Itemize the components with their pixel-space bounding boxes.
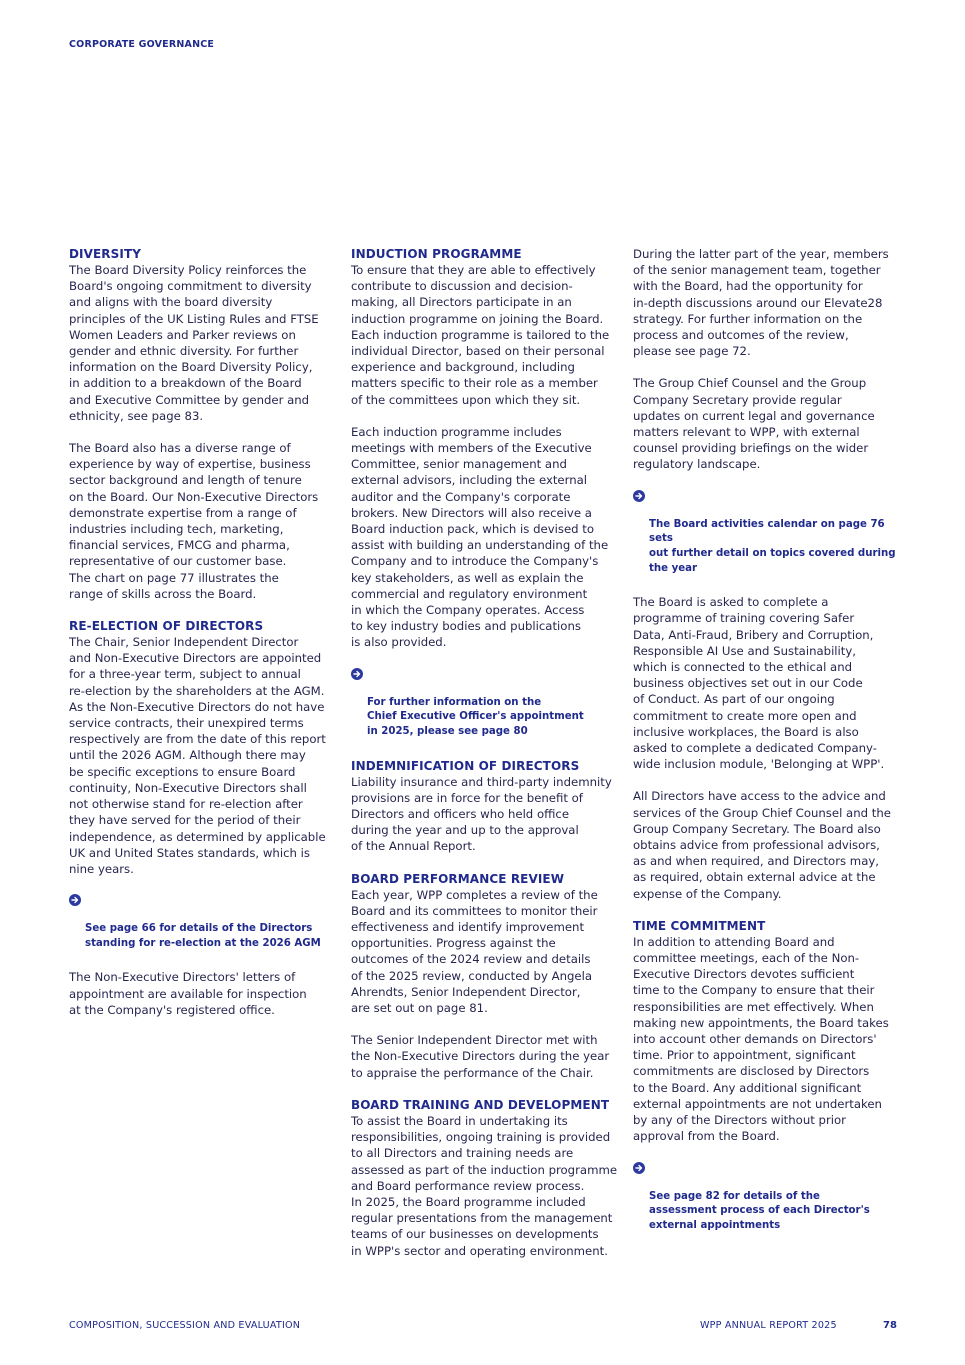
training-heading: BOARD TRAINING AND DEVELOPMENT [351, 1097, 610, 1112]
diversity-paragraph-2: The Board also has a diverse range of experience by way of expertise, business sector background and length of tenure on the Board. Our Non-Executive Directors demonstrate expertise from a range of industries including tech, marketing, financial services, FMCG and pharma, representative of our customer base. The chart on page 77 illustrates the range of skills across the Board. [69, 441, 319, 601]
time-commitment-cross-reference[interactable] [633, 1161, 901, 1234]
reelection-paragraph-1: The Chair, Senior Independent Director and Non-Executive Directors are appointed for a three-year term, subject to annual re-election by the shareholders at the AGM. As the Non-Executive Directors do not have service contracts, their unexpired terms respectively are from the date of this report until the 2026 AGM. Although there may be specific exceptions to ensure Board continuity, Non-Executive Directors shall not otherwise stand for re-election after they have served for the period of their independence, as determined by applicable UK and United States standards, which is nine years. [69, 635, 326, 876]
arrow-right-circle-icon [633, 490, 645, 502]
arrow-right-circle-icon [633, 1162, 645, 1174]
column-2 [351, 246, 619, 1275]
induction-paragraph-2: Each induction programme includes meetings with members of the Executive Committee, senior management and external advisors, including the external auditor and the Company's corporate brokers. New Directors will also receive a Board induction pack, which is devised to assist with building an understanding of the Company and to introduce the Company's key stakeholders, as well as explain the commercial and regulatory environment in which the Company operates. Access to key industry bodies and publications is also provided. [351, 424, 609, 650]
indemnification-section [351, 758, 619, 855]
training-paragraph-1: To assist the Board in undertaking its responsibilities, ongoing training is provided to all Directors and training needs are assessed as part of the induction programme and Board performance review process. In 2025, the Board programme included regular presentations from the management teams of our businesses on developments in WPP's sector and operating environment. [351, 1113, 618, 1258]
induction-cross-reference[interactable] [351, 667, 619, 740]
induction-paragraph-1: To ensure that they are able to effectively contribute to discussion and decision- making, all Directors participate in an induction programme on joining the Board. Each induction programme is tailored to the individual Director, based on their personal experience and background, including matters specific to their role as a member of the committees upon which they sit. [351, 263, 610, 407]
time-commitment-section [633, 918, 901, 1234]
arrow-right-circle-icon [351, 668, 363, 680]
activities-note-text: The Board activities calendar on page 76 sets out further detail on topics covered during the year [649, 518, 896, 574]
training-cont-paragraph-2: The Group Chief Counsel and the Group Company Secretary provide regular updates on current legal and governance matters relevant to WPP, with external counsel providing briefings on the wider regulatory landscape. [633, 376, 875, 472]
column-1 [69, 246, 337, 1034]
training-cont-paragraph-3: The Board is asked to complete a programme of training covering Safer Data, Anti-Fraud, Bribery and Corruption, Responsible AI Use and Sustainability, which is connected to the ethical and business objectives set out in our Code of Conduct. As part of our ongoing commitment to create more open and inclusive workplaces, the Board is also asked to complete a dedicated Company- wide inclusion module, 'Belonging at WPP'. [633, 595, 885, 772]
time-commitment-heading: TIME COMMITMENT [633, 918, 766, 933]
page-number: 78 [883, 1320, 897, 1331]
section-label: CORPORATE GOVERNANCE [69, 39, 215, 50]
reelection-paragraph-2: The Non-Executive Directors' letters of appointment are available for inspection at the Company's registered office. [69, 970, 307, 1017]
time-note-text: See page 82 for details of the assessment process of each Director's external appointments [649, 1190, 870, 1231]
indemnification-heading: INDEMNIFICATION OF DIRECTORS [351, 758, 580, 773]
training-continued-section [633, 246, 901, 902]
time-commitment-paragraph: In addition to attending Board and committee meetings, each of the Non- Executive Directors devotes sufficient time to the Company to ensure that their responsibilities are met effectively. When making new appointments, the Board takes into account other demands on Directors' time. Prior to appointment, significant commitments are disclosed by Directors to the Board. Any additional significant external appointments are not undertaken by any of the Directors without prior approval from the Board. [633, 934, 889, 1144]
diversity-section [69, 246, 337, 602]
column-3 [633, 246, 901, 1251]
reelection-section [69, 618, 337, 1018]
training-cont-paragraph-1: During the latter part of the year, members of the senior management team, together with the Board, had the opportunity for in-depth discussions around our Elevate28 strategy. For further information on the process and outcomes of the review, please see page 72. [633, 247, 889, 359]
footer-report-title: WPP ANNUAL REPORT 2025 [700, 1320, 837, 1331]
performance-paragraph-2: The Senior Independent Director met with the Non-Executive Directors during the year to appraise the performance of the Chair. [351, 1033, 610, 1080]
performance-paragraph-1: Each year, WPP completes a review of the Board and its committees to monitor their effectiveness and identify improvement opportunities. Progress against the outcomes of the 2024 review and details of the 2025 review, conducted by Angela Ahrendts, Senior Independent Director, are set out on page 81. [351, 887, 598, 1016]
induction-heading: INDUCTION PROGRAMME [351, 247, 522, 261]
training-section [351, 1097, 619, 1259]
induction-section [351, 246, 619, 740]
performance-section [351, 871, 619, 1081]
performance-heading: BOARD PERFORMANCE REVIEW [351, 871, 565, 886]
diversity-paragraph-1: The Board Diversity Policy reinforces the Board's ongoing commitment to diversity and aligns with the board diversity principles of the UK Listing Rules and FTSE Women Leaders and Parker reviews on gender and ethnic diversity. For further information on the Board Diversity Policy, in addition to a breakdown of the Board and Executive Committee by gender and ethnicity, see page 83. [69, 263, 319, 423]
activities-calendar-cross-reference[interactable] [633, 489, 901, 577]
diversity-heading: DIVERSITY [69, 247, 142, 261]
reelection-cross-reference[interactable] [69, 893, 337, 951]
indemnification-paragraph: Liability insurance and third-party indemnity provisions are in force for the benefit of Directors and officers who held office during the year and up to the approval of the Annual Report. [351, 774, 612, 854]
induction-note-text: For further information on the Chief Executive Officer's appointment in 2025, please see page 80 [367, 696, 584, 738]
arrow-right-circle-icon [69, 894, 81, 906]
reelection-heading: RE-ELECTION OF DIRECTORS [69, 619, 264, 634]
footer-section-title: COMPOSITION, SUCCESSION AND EVALUATION [69, 1320, 301, 1331]
reelection-note-text: See page 66 for details of the Directors standing for re-election at the 2026 AGM [85, 923, 321, 949]
training-cont-paragraph-4: All Directors have access to the advice and services of the Group Chief Counsel and the Group Company Secretary. The Board also obtains advice from professional advisors, as and when required, and Directors may, as required, obtain external advice at the expense of the Company. [633, 789, 891, 901]
